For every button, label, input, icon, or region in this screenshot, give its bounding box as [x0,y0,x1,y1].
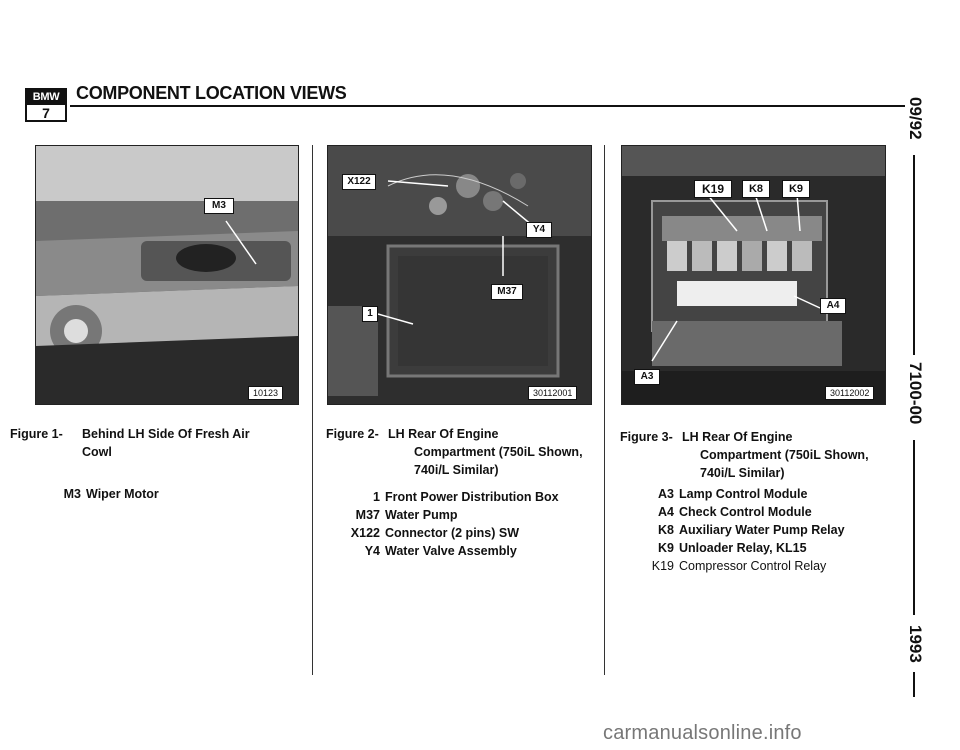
figure-3-caption-line: Compartment (750iL Shown, [700,448,869,462]
legend-item [326,488,601,506]
logo-series: 7 [42,105,50,121]
legend-code: A3 [658,487,674,501]
callout-y4: Y4 [526,222,552,238]
legend-text: Auxiliary Water Pump Relay [679,523,845,537]
callout-a4: A4 [820,298,846,314]
legend-text: Unloader Relay, KL15 [679,541,807,555]
figure-3-caption [620,428,905,482]
legend-code: X122 [350,526,380,540]
callout-1: 1 [362,306,378,322]
legend-text: Lamp Control Module [679,487,808,501]
legend-text: Front Power Distribution Box [385,490,559,504]
legend-code: M3 [63,487,81,501]
figure-1-legend [10,485,300,503]
callout-m37: M37 [491,284,523,300]
callout-k9: K9 [782,180,810,198]
legend-code: 1 [373,490,380,504]
callout-k19: K19 [694,180,732,198]
watermark: carmanualsonline.info [603,722,802,744]
legend-item [620,557,905,575]
figure-3-ref-number: 30112002 [825,386,874,400]
figure-1-photo [35,145,299,405]
figure-3-caption-line: 740i/L Similar) [700,466,785,480]
legend-text: Compressor Control Relay [679,559,827,573]
page-title: COMPONENT LOCATION VIEWS [76,83,347,103]
logo-brand: BMW [27,90,65,105]
figure-1-caption-line: Behind LH Side Of Fresh Air [82,427,250,441]
margin-year: 1993 [906,625,925,663]
legend-item [326,506,601,524]
bmw-7-logo [25,88,67,122]
margin-rule-1 [913,155,915,355]
margin-date: 09/92 [906,97,925,140]
callout-x122: X122 [342,174,376,190]
legend-item [326,524,601,542]
legend-item [620,539,905,557]
figure-3-legend [620,485,905,575]
figure-3-photo [621,145,886,405]
figure-1-caption [10,425,300,461]
figure-2-caption-line: Compartment (750iL Shown, [414,445,583,459]
callout-a3: A3 [634,369,660,385]
legend-item [326,542,601,560]
figure-2-caption [326,425,601,479]
header-rule [70,105,905,107]
callout-m3: M3 [204,198,234,214]
figure-2-legend [326,488,601,560]
figure-3-label: Figure 3- [620,430,673,444]
margin-rule-2 [913,440,915,615]
figure-2-label: Figure 2- [326,427,379,441]
figure-1-ref-number: 10123 [248,386,283,400]
figure-3-caption-line: LH Rear Of Engine [682,430,793,444]
legend-item [620,503,905,521]
legend-item [620,485,905,503]
legend-code: A4 [658,505,674,519]
legend-code: K19 [651,559,674,573]
legend-text: Water Pump [385,508,458,522]
legend-item [10,485,300,503]
figure-2-photo [327,145,592,405]
legend-code: Y4 [364,544,380,558]
figure-2-ref-number: 30112001 [528,386,577,400]
column-divider-1 [312,145,313,675]
legend-code: M37 [355,508,380,522]
figure-1-label: Figure 1- [10,427,63,441]
legend-text: Wiper Motor [86,487,159,501]
figure-2-caption-line: LH Rear Of Engine [388,427,499,441]
column-divider-2 [604,145,605,675]
legend-text: Check Control Module [679,505,812,519]
callout-k8: K8 [742,180,770,198]
margin-section: 7100-00 [906,362,925,425]
legend-code: K8 [658,523,674,537]
legend-text: Water Valve Assembly [385,544,517,558]
legend-text: Connector (2 pins) SW [385,526,520,540]
figure-2-caption-line: 740i/L Similar) [414,463,499,477]
figure-1-caption-line: Cowl [82,445,112,459]
legend-code: K9 [658,541,674,555]
margin-rule-3 [913,672,915,697]
legend-item [620,521,905,539]
